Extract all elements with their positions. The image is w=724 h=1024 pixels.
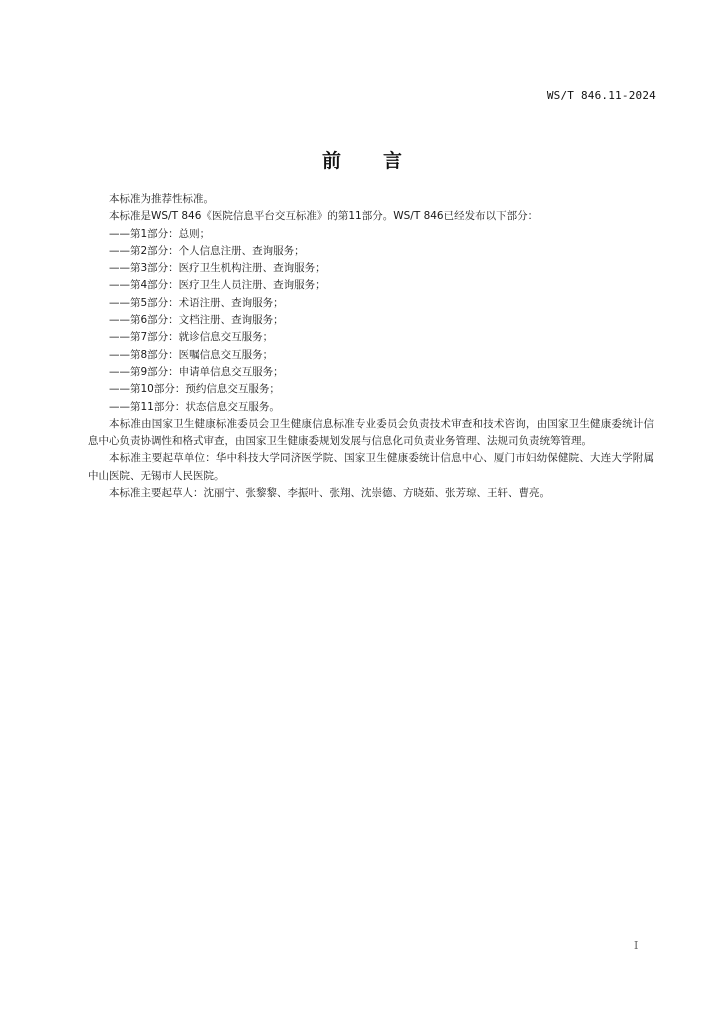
list-item: ——第9部分：申请单信息交互服务； [109, 365, 284, 378]
foreword-body [88, 191, 654, 502]
list-item: ——第6部分：文档注册、查询服务； [109, 314, 284, 327]
list-item: ——第5部分：术语注册、查询服务； [109, 296, 284, 309]
paragraph-part-intro: 本标准是WS/T 846《医院信息平台交互标准》的第11部分。WS/T 846已经发布以下部分： [109, 210, 539, 223]
page-number: I [634, 939, 639, 952]
list-item: ——第2部分：个人信息注册、查询服务； [109, 244, 305, 257]
list-item: ——第4部分：医疗卫生人员注册、查询服务； [109, 279, 326, 292]
parts-list [88, 226, 654, 416]
list-item: ——第10部分：预约信息交互服务； [109, 383, 280, 396]
list-item: ——第3部分：医疗卫生机构注册、查询服务； [109, 262, 326, 275]
paragraph-drafters: 本标准主要起草人：沈丽宁、张黎黎、李振叶、张翔、沈崇德、方晓茹、张芳琼、王轩、曹亮。 [109, 487, 550, 500]
standard-code: WS/T 846.11-2024 [546, 89, 656, 102]
paragraph-drafting-units: 本标准主要起草单位：华中科技大学同济医学院、国家卫生健康委统计信息中心、厦门市妇幼保健院、大连大学附属中山医院、无锡市人民医院。 [88, 452, 654, 482]
page-title: 前言 [321, 150, 444, 172]
paragraph-review: 本标准由国家卫生健康标准委员会卫生健康信息标准专业委员会负责技术审查和技术咨询，由国家卫生健康委统计信息中心负责协调性和格式审查，由国家卫生健康委规划发展与信息化司负责业务管理、法规司负责统筹管理。 [88, 417, 654, 448]
list-item: ——第1部分：总则； [109, 227, 211, 240]
paragraph-recommended: 本标准为推荐性标准。 [109, 193, 214, 205]
list-item: ——第7部分：就诊信息交互服务； [109, 331, 274, 344]
list-item: ——第11部分：状态信息交互服务。 [109, 400, 280, 413]
list-item: ——第8部分：医嘱信息交互服务； [109, 348, 274, 361]
